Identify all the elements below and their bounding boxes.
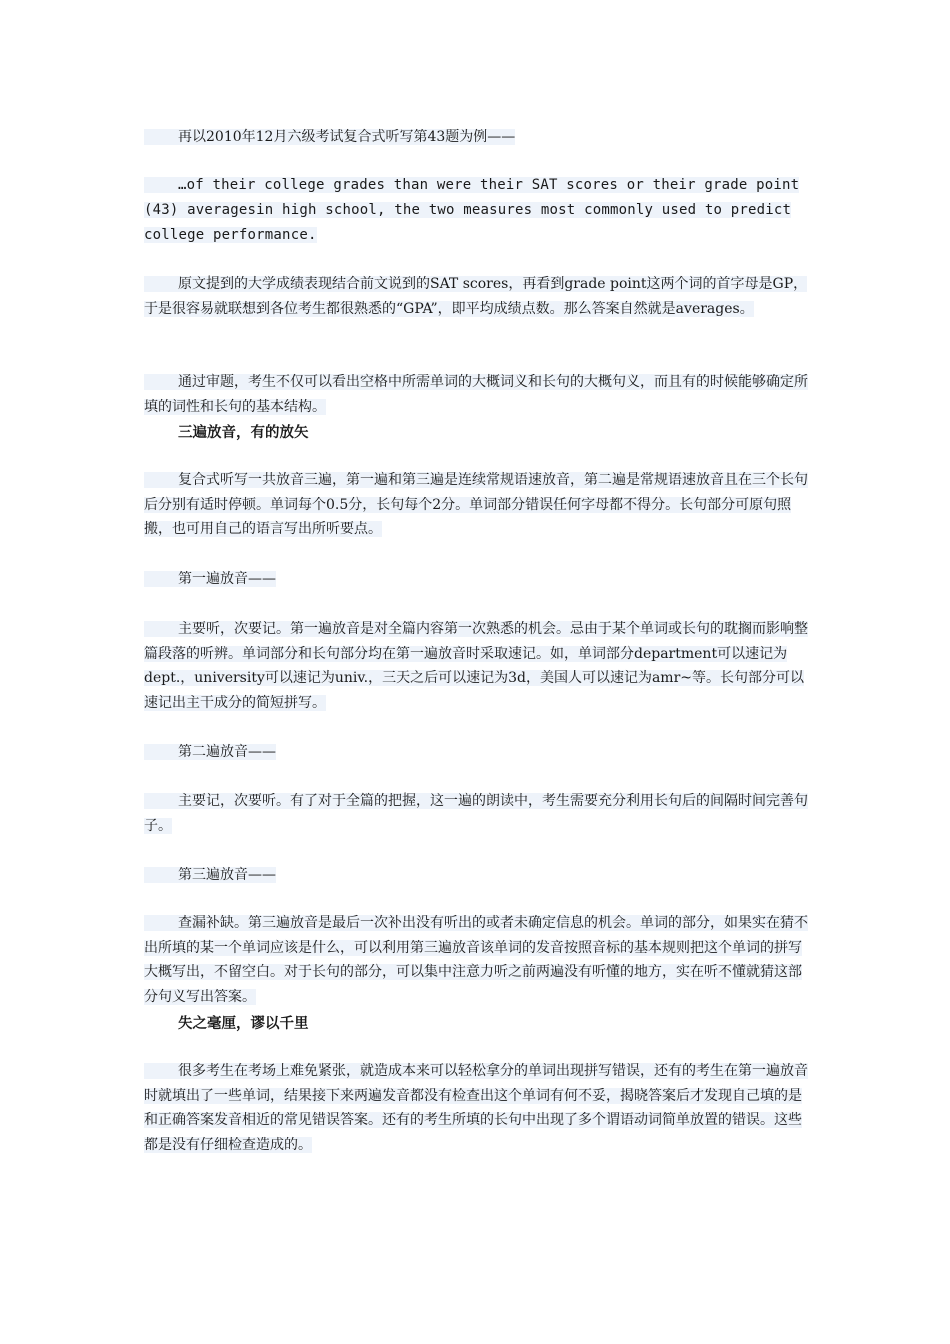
paragraph-text: …of their college grades than were their SAT scores or their grade point (43) averagesin high school, the two measures most commonly used to predict college performance. <box>144 177 800 243</box>
paragraph-text: 主要记，次要听。有了对于全篇的把握，这一遍的朗读中，考生需要充分利用长句后的间隔时间完善句子。 <box>144 793 808 834</box>
paragraph-second-play-label <box>144 740 814 765</box>
paragraph-review-summary <box>144 370 814 419</box>
paragraph-text: 查漏补缺。第三遍放音是最后一次补出没有听出的或者未确定信息的机会。单词的部分，如果实在猜不出所填的某一个单词应该是什么，可以利用第三遍放音该单词的发音按照音标的基本规则把这个单词的拼写大概写出，不留空白。对于长句的部分，可以集中注意力听之前两遍没有听懂的地方，实在听不懂就猜这部分句义写出答案。 <box>144 915 808 1005</box>
paragraph-first-play-detail <box>144 617 814 715</box>
paragraph-text: 第一遍放音—— <box>178 571 276 587</box>
paragraph-first-play-label <box>144 567 814 592</box>
paragraph-text: 很多考生在考场上难免紧张，就造成本来可以轻松拿分的单词出现拼写错误，还有的考生在第一遍放音时就填出了一些单词，结果接下来两遍发音都没有检查出这个单词有何不妥，揭晓答案后才发现自己填的是和正确答案发音相近的常见错误答案。还有的考生所填的长句中出现了多个谓语动词简单放置的错误。这些都是没有仔细检查造成的。 <box>144 1063 808 1153</box>
paragraph-example-intro <box>144 125 814 150</box>
paragraph-text: 原文提到的大学成绩表现结合前文说到的SAT scores，再看到grade point这两个词的首字母是GP，于是很容易就联想到各位考生都很熟悉的“GPA”，即平均成绩点数。那么答案自然就是averages。 <box>144 276 808 317</box>
paragraph-english-quote <box>144 173 814 248</box>
paragraph-third-play-label <box>144 863 814 888</box>
paragraph-text: 复合式听写一共放音三遍，第一遍和第三遍是连续常规语速放音，第二遍是常规语速放音且在三个长句后分别有适时停顿。单词每个0.5分，长句每个2分。单词部分错误任何字母都不得分。长句部分可原句照搬，也可用自己的语言写出所听要点。 <box>144 472 808 537</box>
section-heading-precision: 失之毫厘，谬以千里 <box>178 1015 309 1032</box>
paragraph-gpa-explanation <box>144 272 814 321</box>
paragraph-text: 第三遍放音—— <box>178 867 276 883</box>
paragraph-third-play-detail <box>144 911 814 1009</box>
paragraph-text: 通过审题，考生不仅可以看出空格中所需单词的大概词义和长句的大概句义，而且有的时候能够确定所填的词性和长句的基本结构。 <box>144 374 808 415</box>
section-heading-three-plays: 三遍放音，有的放矢 <box>178 424 309 441</box>
paragraph-text: 主要听，次要记。第一遍放音是对全篇内容第一次熟悉的机会。忌由于某个单词或长句的耽搁而影响整篇段落的听辨。单词部分和长句部分均在第一遍放音时采取速记。如，单词部分department可以速记为dept.，university可以速记为univ.，三天之后可以速记为3d，美国人可以速记为amr~等。长句部分可以速记出主干成分的简短拼写。 <box>144 621 808 711</box>
paragraph-three-plays-rules <box>144 468 814 542</box>
paragraph-text: 再以2010年12月六级考试复合式听写第43题为例—— <box>178 129 516 145</box>
paragraph-common-mistakes <box>144 1059 814 1157</box>
paragraph-second-play-detail <box>144 789 814 838</box>
paragraph-text: 第二遍放音—— <box>178 744 276 760</box>
